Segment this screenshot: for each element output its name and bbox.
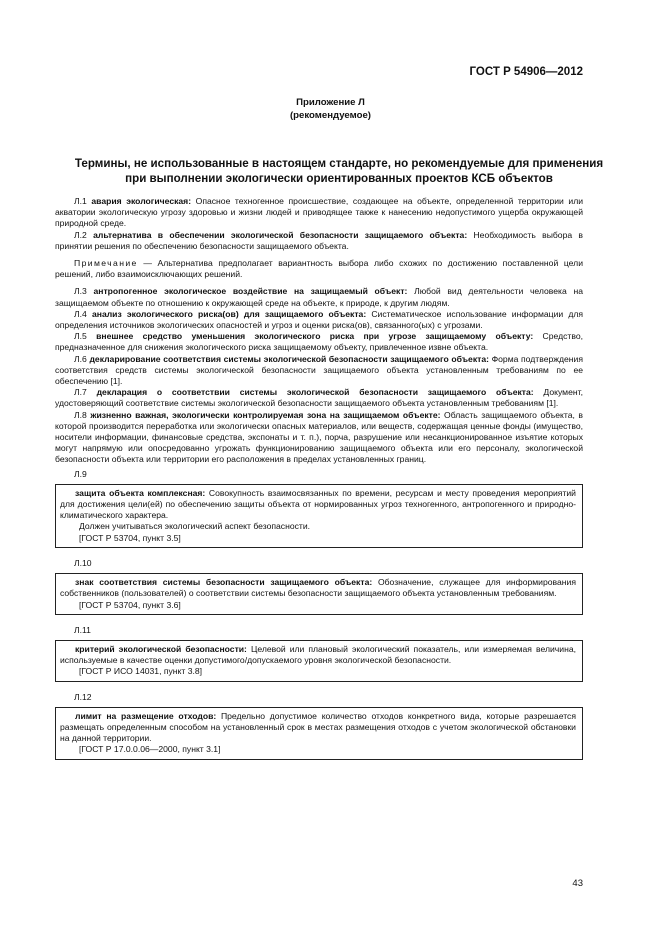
source-reference: [ГОСТ Р ИСО 14031, пункт 3.8] [79, 666, 203, 677]
term-entry: Л.2 альтернатива в обеспечении экологической безопасности защищаемого объекта: Необходимость выбора в принятии решения по обеспечению безопасности защищаемого объекта. [55, 229, 583, 251]
annex-heading [0, 96, 661, 122]
term: декларация о соответствии системы экологической безопасности защищаемого объекта: [96, 387, 534, 398]
annex-subtitle: (рекомендуемое) [289, 110, 371, 121]
term: лимит на размещение отходов: [75, 710, 217, 721]
term-entry: Л.5 внешнее средство уменьшения экологического риска при угрозе защищаемому объекту: Средство, предназначенное для снижения экологического риска защищаемому объекту, привлеченное извне объекта. [55, 331, 583, 353]
term-entry: Л.1 авария экологическая: Опасное техногенное происшествие, создающее на объекте, определенной территории или акватории экологическую угрозу здоровью и жизни людей и приводящее также к нанесению недопустимого ущерба окружающей природной среде. [55, 196, 584, 229]
box-number: Л.11 [74, 624, 91, 635]
quoted-term-box [55, 707, 583, 760]
definition: Целевой или плановый экологический показатель, или измеряемая величина, используемые в качестве оценки допустимого/допускаемого уровня экологической безопасности. [60, 643, 576, 666]
term-entry: Л.6 декларирование соответствия системы экологической безопасности защищаемого объекта: Форма подтверждения соответствия средств системы экологической безопасности защищаемого объекта установленным требованиям по ее обеспечению [1]. [55, 353, 583, 387]
term: внешнее средство уменьшения экологического риска при угрозе защищаемому объекту: [96, 331, 534, 342]
definition: Область защищаемого объекта, в которой производится переработка или экологически опасных материалов, или веществ, содержащая ценные фонды (имущество, носители информации, финансовые средства, экспонаты и т. п.), порча, разрушение или несанкционированное изъятие которых могут напрямую или опосредованно угрожать функционированию защищаемого объекта или его персоналу, экологической безопасности объекта или территории его расположения в пределах установленных границ. [55, 409, 584, 465]
term: авария экологическая: [91, 196, 192, 206]
note-label: Примечание [74, 258, 138, 269]
box-number: Л.12 [74, 691, 92, 702]
term: декларирование соответствия системы экологической безопасности защищаемого объекта: [89, 353, 489, 364]
quoted-term-box [55, 640, 583, 682]
box-number: Л.9 [74, 468, 87, 479]
term-entry [60, 711, 576, 745]
definition: Обозначение, служащее для информирования собственников (пользователей) о соответствии системы безопасности защищаемого объекта установленным требованиям. [60, 577, 576, 599]
term: альтернатива в обеспечении экологической безопасности защищаемого объекта: [93, 229, 468, 240]
definition: Систематическое использование информации для определения источников экологических опасностей и угроз и оценки риска(ов), связанного(ых) с угрозами. [55, 308, 584, 331]
section-title-line-1: Термины, не использованные в настоящем стандарте, но рекомендуемые для применения [74, 157, 604, 170]
term: анализ экологического риска(ов) для защищаемого объекта: [91, 308, 367, 319]
term-entry [60, 488, 576, 522]
term: критерий экологической безопасности: [75, 643, 247, 654]
term-entry [60, 577, 576, 599]
definition: Документ, удостоверяющий соответствие системы экологической безопасности защищаемого объекта установленным требованиям [1]. [55, 387, 583, 409]
term: защита объекта комплексная: [75, 487, 206, 498]
quoted-term-box [55, 484, 583, 548]
box-number: Л.10 [74, 557, 92, 568]
definition: Любой вид деятельности человека на защищаемом объекте по отношению к окружающей среде на объекте, к природе, к другим людям. [55, 286, 583, 308]
source-reference: [ГОСТ Р 17.0.0.06—2000, пункт 3.1] [79, 744, 221, 755]
definition: Опасное техногенное происшествие, создающее на объекте, определенной территории или акватории экологическую угрозу здоровью и жизни людей и приводящее также к нанесению недопустимого ущерба окружающей природной среде. [55, 196, 584, 229]
term-entry: Л.7 декларация о соответствии системы экологической безопасности защищаемого объекта: Документ, удостоверяющий соответствие системы экологической безопасности защищаемого объекта установленным требованиям [1]. [55, 387, 583, 409]
term: жизненно важная, экологически контролируемая зона на защищаемом объекте: [90, 409, 441, 420]
note-text: — Альтернатива предполагает вариантность выбора либо схожих по достижению поставленной цели решений, либо взаимоисключающих решений. [55, 258, 583, 280]
section-title-line-2: при выполнении экологически ориентированных проектов КСБ объектов [125, 172, 553, 185]
term-entry: Л.3 антропогенное экологическое воздействие на защищаемый объект: Любой вид деятельности человека на защищаемом объекте по отношению к окружающей среде на объекте, к природе, к другим людям. [55, 286, 583, 308]
standard-header: ГОСТ Р 54906—2012 [469, 66, 583, 78]
source-reference: [ГОСТ Р 53704, пункт 3.5] [79, 532, 181, 543]
term: знак соответствия системы безопасности защищаемого объекта: [75, 577, 373, 588]
quoted-term-box [55, 573, 583, 615]
definition: Средство, предназначенное для снижения экологического риска защищаемому объекту, привлеченное извне объекта. [55, 331, 583, 353]
term-entry: Л.8 жизненно важная, экологически контролируемая зона на защищаемом объекте: Область защищаемого объекта, в которой производится переработка или экологически опасных материалов, или веществ, содержащая ценные фонды (имущество, носители информации, финансовые средства, экспонаты и т. п.), порча, разрушение или несанкционированное изъятие которых могут напрямую или опосредованно угрожать функционированию защищаемого объекта или его персоналу, экологической безопасности объекта или территории его расположения в пределах установленных границ. [55, 409, 584, 465]
term: антропогенное экологическое воздействие на защищаемый объект: [93, 286, 408, 297]
definition: Необходимость выбора в принятии решения по обеспечению безопасности защищаемого объекта. [55, 229, 583, 251]
term-entry [60, 644, 576, 666]
term-entry: Л.4 анализ экологического риска(ов) для защищаемого объекта: Систематическое использование информации для определения источников экологических опасностей и угроз и оценки риска(ов), связанного(ых) с угрозами. [55, 308, 584, 331]
definition: Совокупность взаимосвязанных по времени, ресурсам и месту проведения мероприятий для достижения цели(ей) по обеспечению защиты объекта от нормированных угроз техногенного, антропогенного и природно-климатического характера. [60, 487, 576, 521]
box-extra-note: Должен учитываться экологический аспект безопасности. [79, 521, 311, 532]
definition: Форма подтверждения соответствия средств системы экологической безопасности защищаемого объекта установленным требованиям по ее обеспечению [1]. [55, 353, 583, 387]
source-reference: [ГОСТ Р 53704, пункт 3.6] [79, 599, 181, 610]
document-body [55, 196, 583, 770]
section-title [70, 156, 608, 186]
annex-title: Приложение Л [296, 97, 365, 108]
note [55, 258, 583, 280]
definition: Предельно допустимое количество отходов конкретного вида, которые разрешается размещать определенным способом на установленный срок в местах размещения отходов с учетом экологической обстановки на данной территории. [60, 710, 576, 744]
page-number: 43 [572, 878, 583, 889]
